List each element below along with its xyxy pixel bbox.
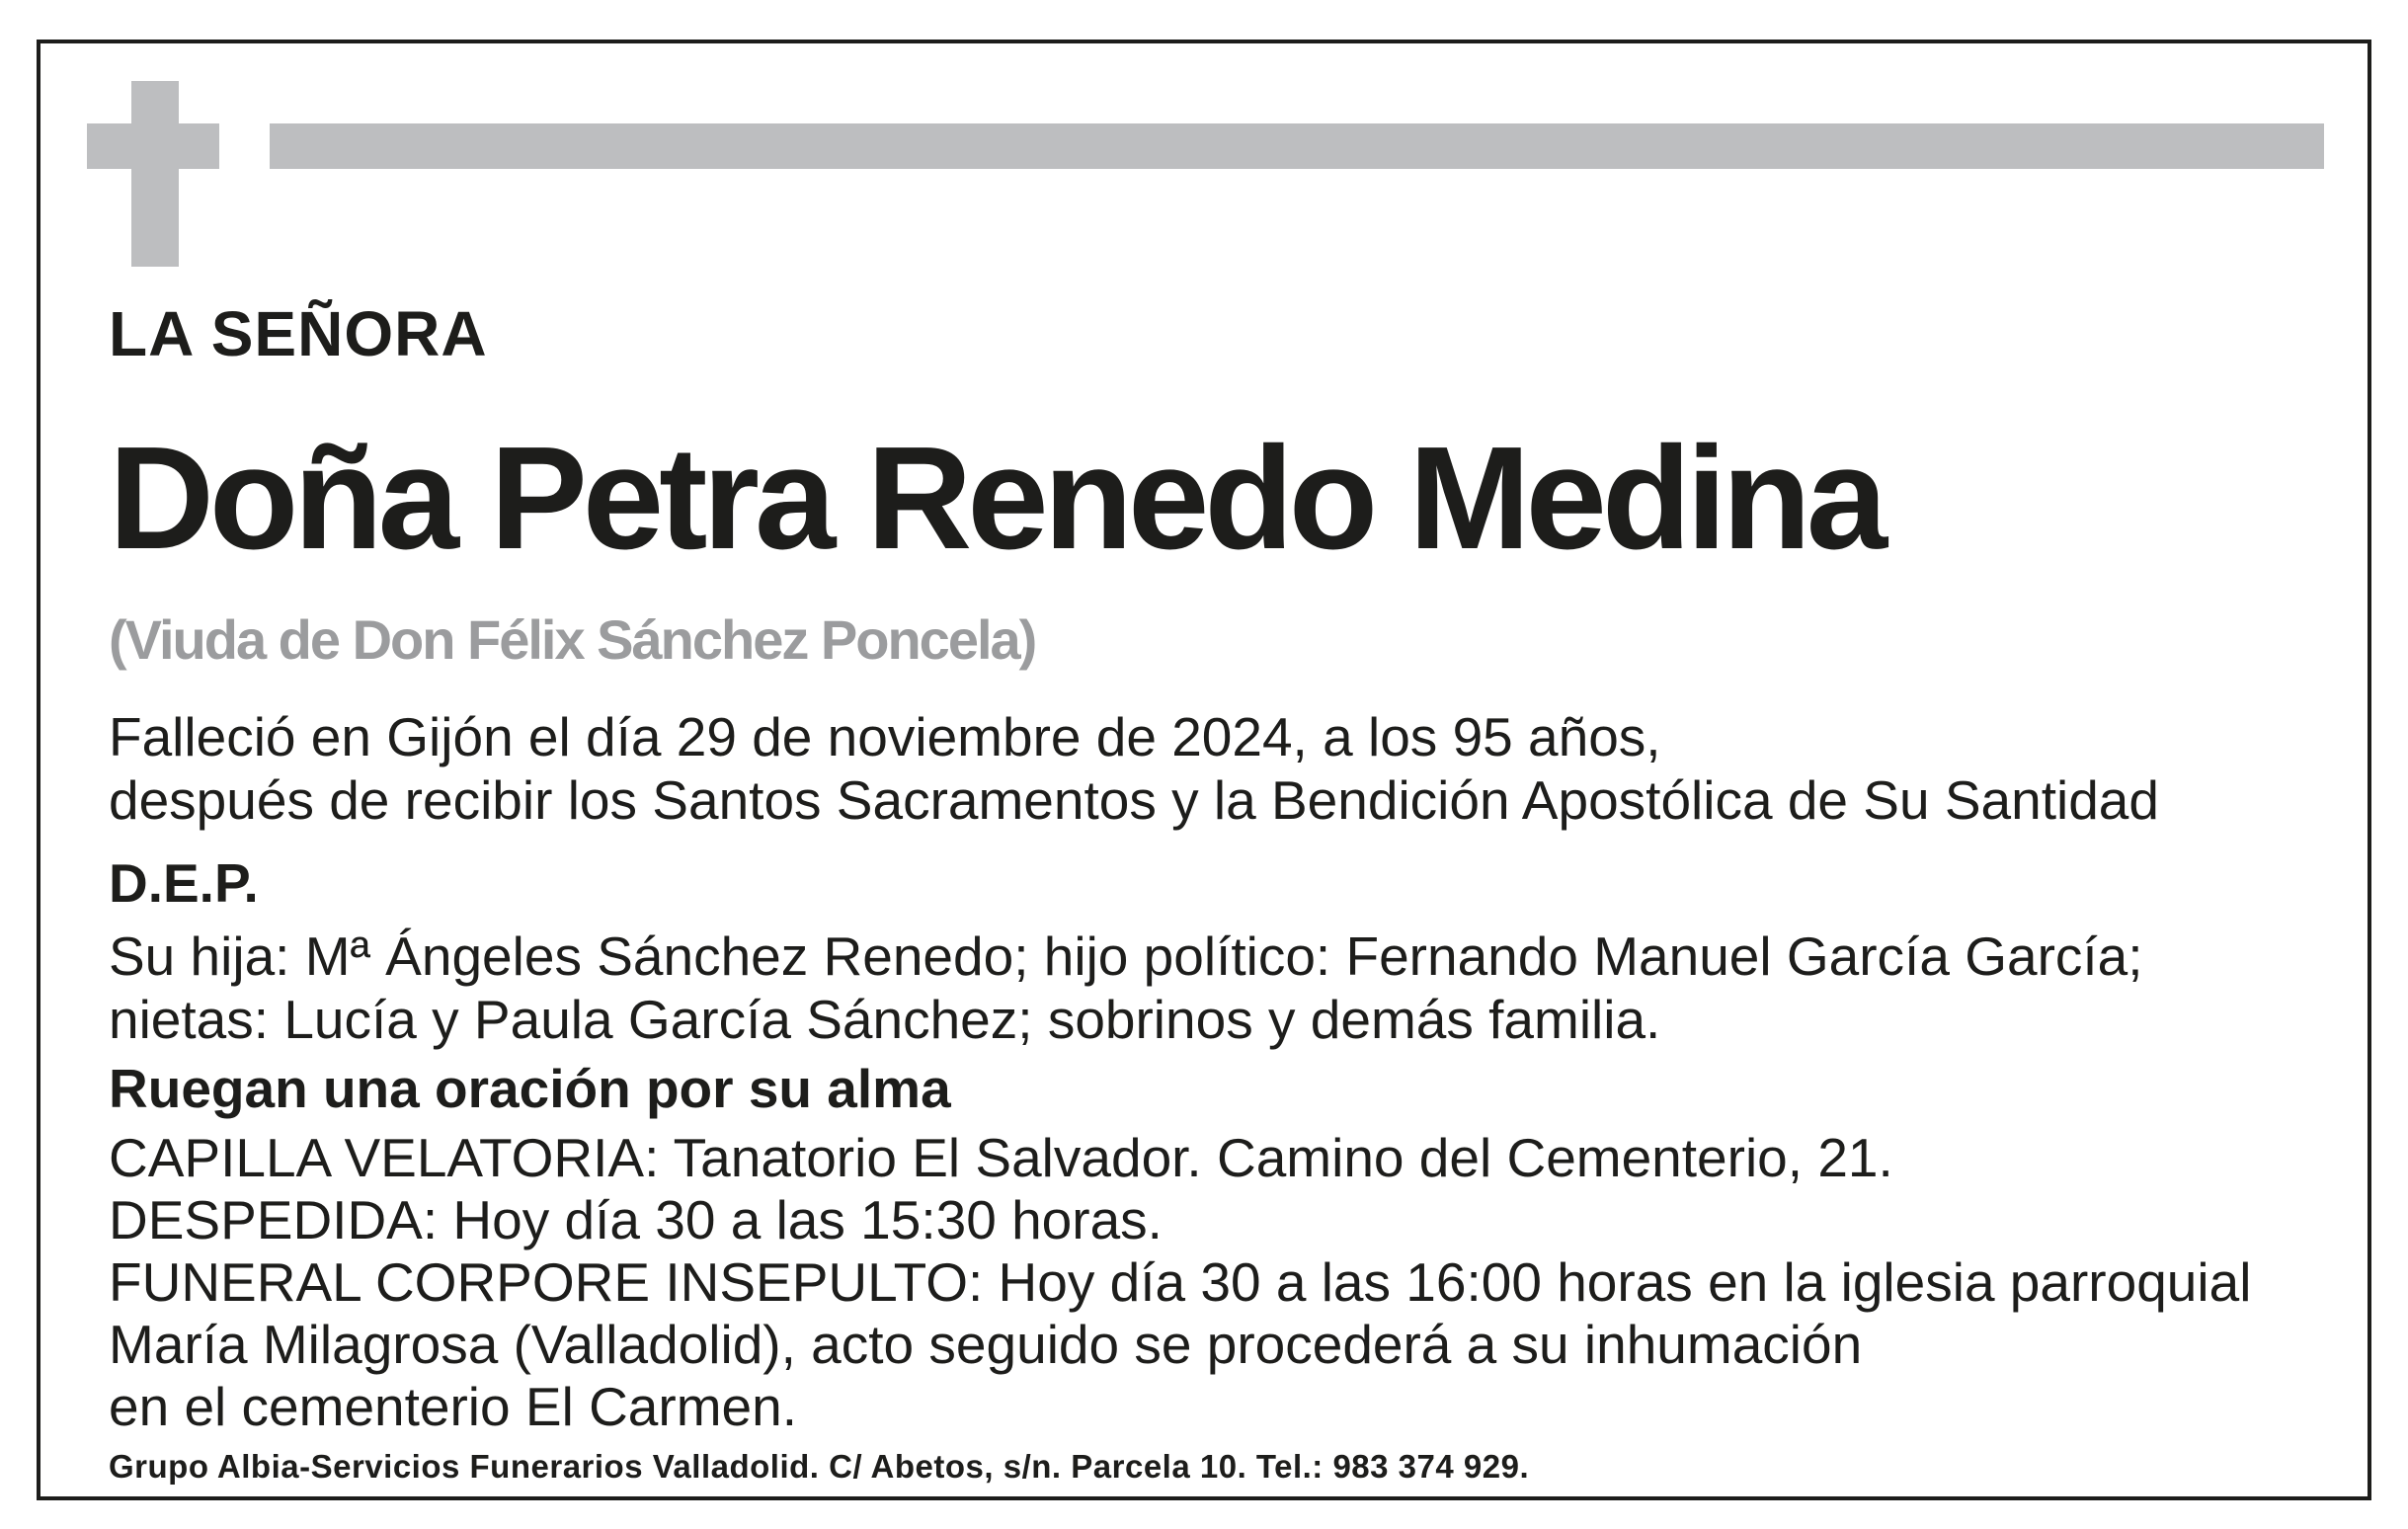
honorific-title: LA SEÑORA (109, 298, 488, 369)
dep-label: D.E.P. (109, 852, 259, 914)
cross-horizontal-bar (87, 123, 219, 169)
funeral-line-3: en el cementerio El Carmen. (109, 1376, 797, 1437)
farewell-info: DESPEDIDA: Hoy día 30 a las 15:30 horas. (109, 1189, 1163, 1250)
family-line-1: Su hija: Mª Ángeles Sánchez Renedo; hijo político: Fernando Manuel García García; (109, 925, 2143, 987)
deceased-name: Doña Petra Renedo Medina (109, 417, 1884, 580)
widow-subtitle: (Viuda de Don Félix Sánchez Poncela) (109, 608, 1036, 671)
chapel-info: CAPILLA VELATORIA: Tanatorio El Salvador. Camino del Cementerio, 21. (109, 1127, 1893, 1188)
header-divider-bar (270, 123, 2324, 169)
family-line-2: nietas: Lucía y Paula García Sánchez; sobrinos y demás familia. (109, 989, 1661, 1050)
prayer-request: Ruegan una oración por su alma (109, 1058, 951, 1119)
funeral-home-footer: Grupo Albia-Servicios Funerarios Valladolid. C/ Abetos, s/n. Parcela 10. Tel.: 983 374 929. (109, 1448, 1530, 1485)
cross-vertical-bar (131, 81, 179, 267)
death-line-2: después de recibir los Santos Sacramentos y la Bendición Apostólica de Su Santidad (109, 769, 2159, 831)
funeral-line-1: FUNERAL CORPORE INSEPULTO: Hoy día 30 a las 16:00 horas en la iglesia parroquial (109, 1251, 2252, 1313)
death-line-1: Falleció en Gijón el día 29 de noviembre de 2024, a los 95 años, (109, 706, 1661, 767)
funeral-line-2: María Milagrosa (Valladolid), acto seguido se procederá a su inhumación (109, 1314, 1863, 1375)
